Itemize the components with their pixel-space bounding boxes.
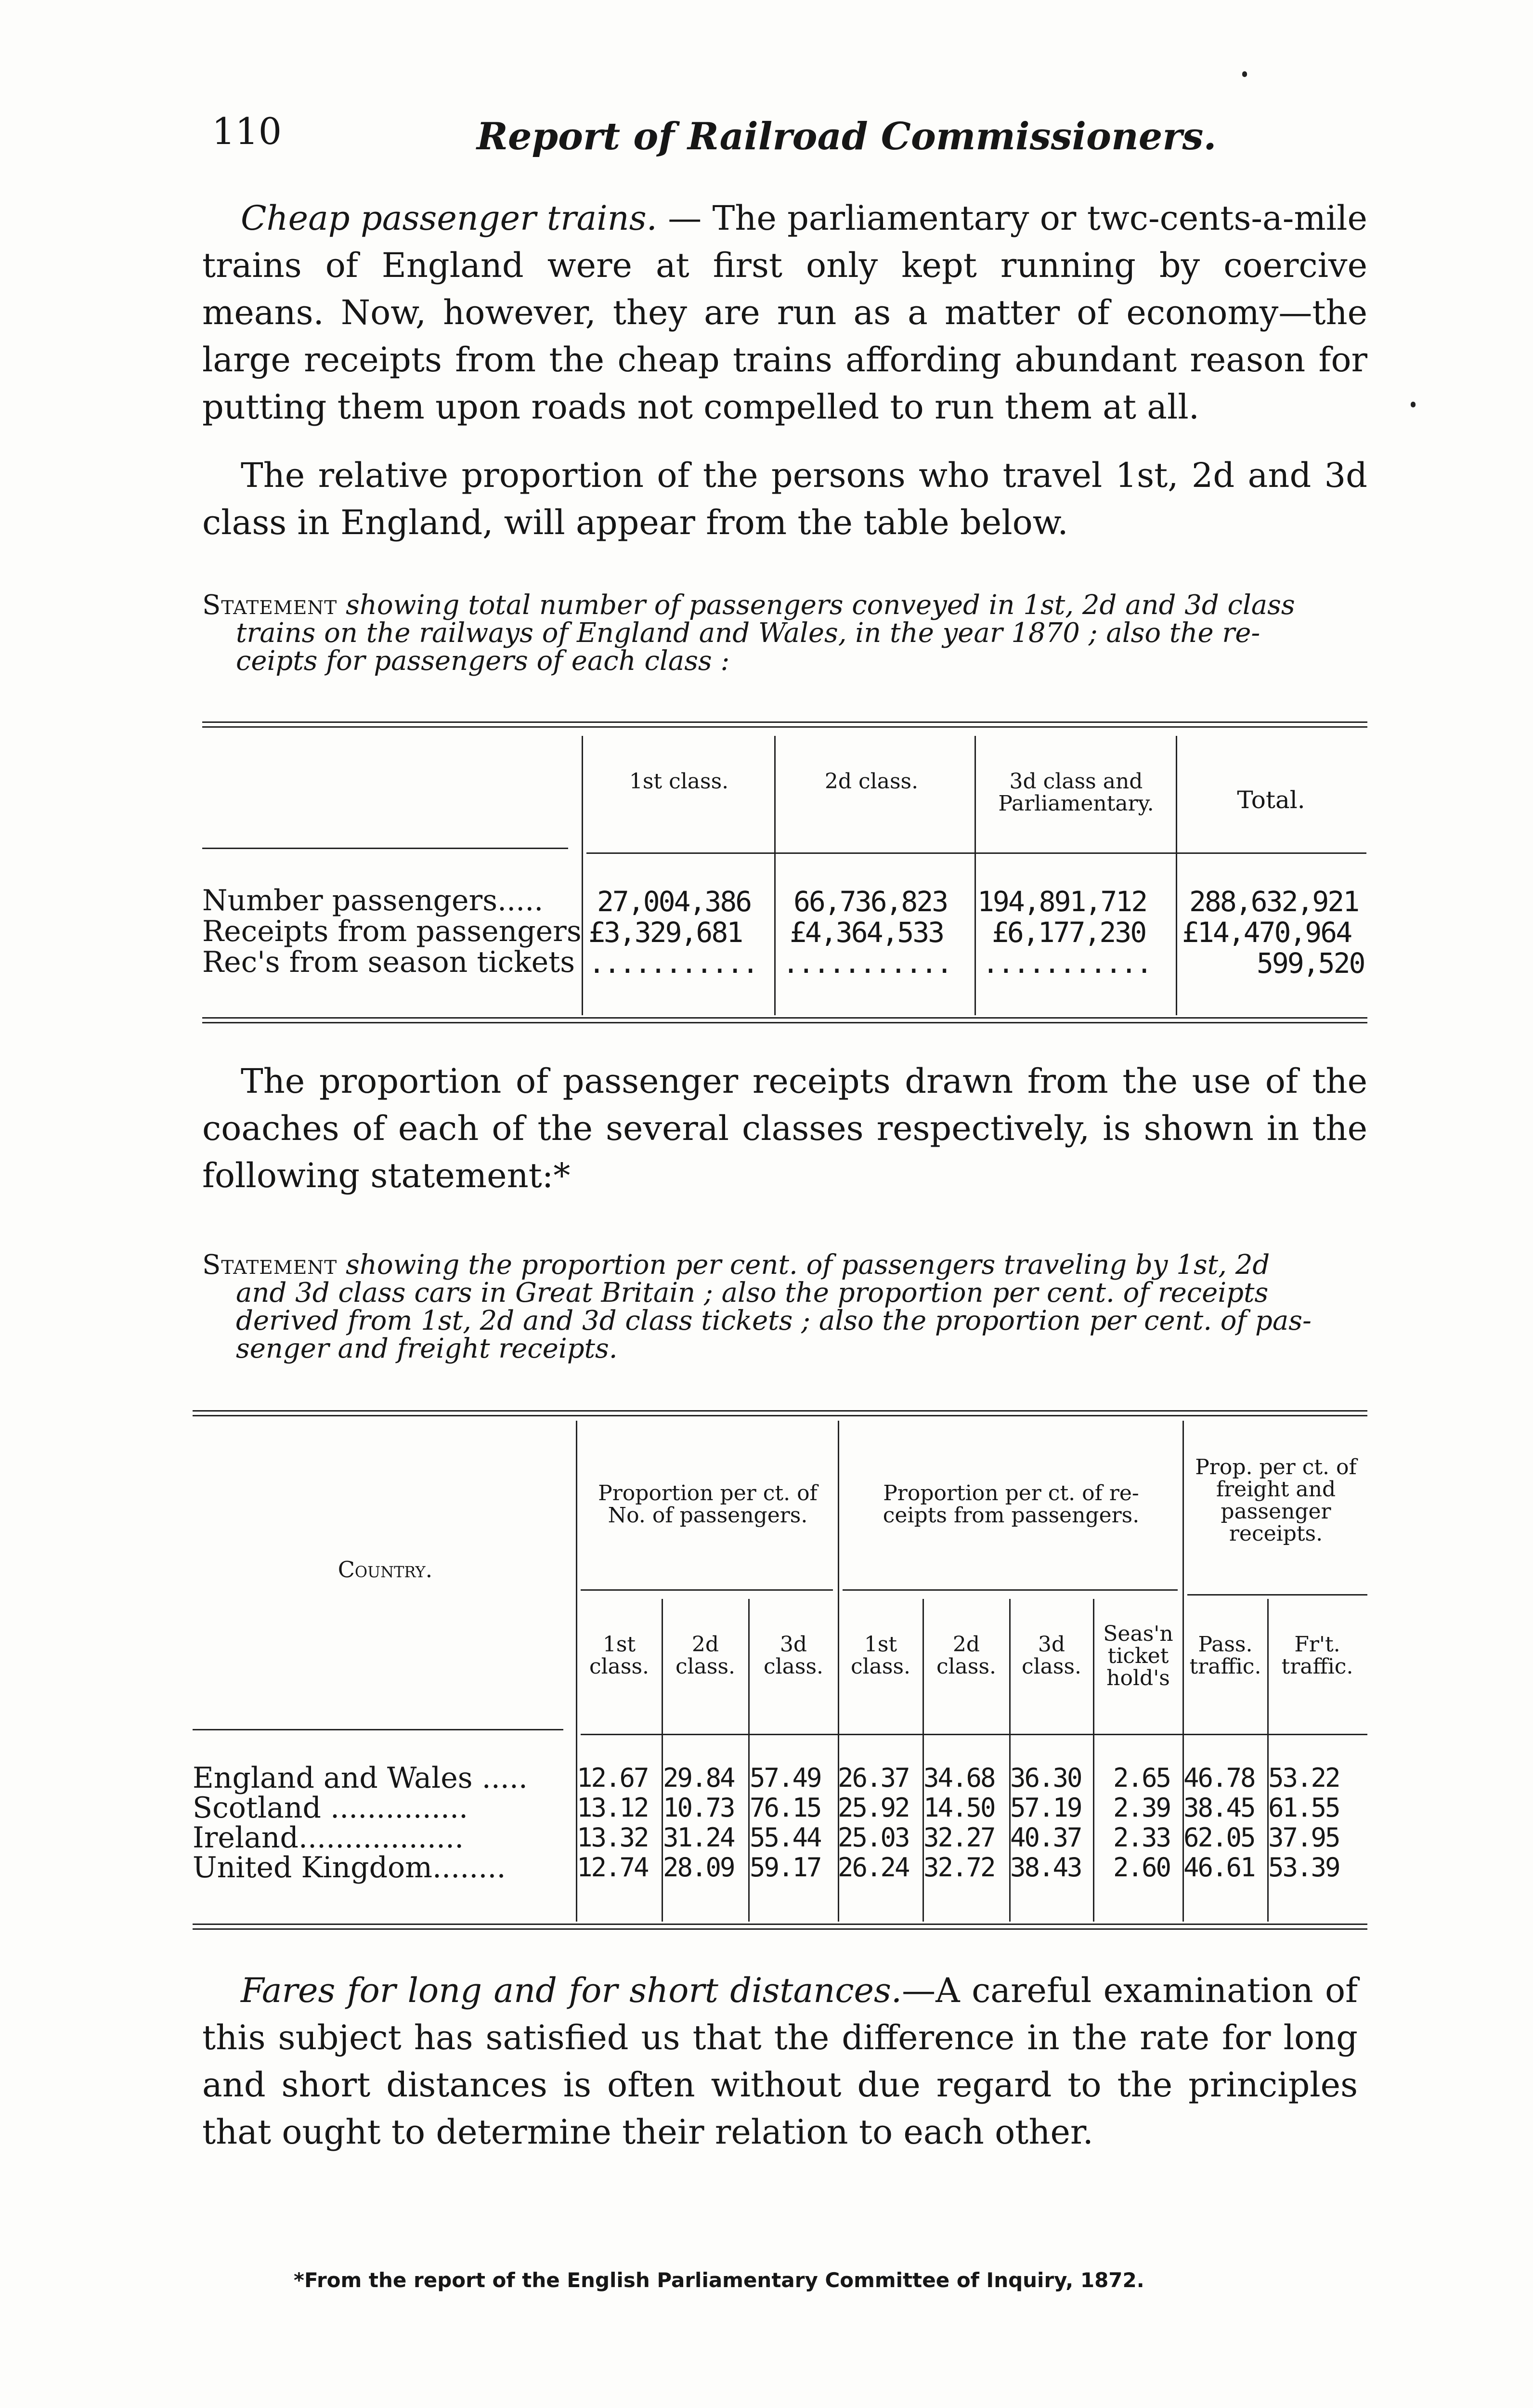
cell-value: ...........: [588, 947, 758, 980]
column-divider: [582, 736, 583, 1015]
cell-value: £4,364,533: [790, 916, 944, 949]
percent-value: 36.30: [1010, 1763, 1081, 1793]
sub-header: 3d class.: [1021, 1632, 1082, 1679]
sub-header: Fr't. traffic.: [1281, 1632, 1353, 1679]
table-rule: [193, 1410, 1367, 1412]
table-rule: [193, 1415, 1367, 1416]
header-total: Total.: [1237, 786, 1305, 814]
percent-value: 13.12: [577, 1793, 648, 1823]
column-divider: [1093, 1599, 1094, 1922]
percent-value: 26.24: [838, 1852, 909, 1883]
cell-value: 194,891,712: [977, 885, 1147, 918]
percent-value: 38.45: [1183, 1793, 1255, 1823]
percent-value: 53.39: [1268, 1852, 1339, 1883]
paragraph-cheap-trains: [202, 195, 1367, 431]
cell-value: ...........: [782, 947, 952, 980]
caption-line: and 3d class cars in Great Britain ; also the proportion per cent. of receipts: [236, 1277, 1269, 1309]
percent-value: 25.92: [838, 1793, 909, 1823]
group-underline: [581, 1589, 833, 1591]
paragraph-receipts-proportion: [202, 1058, 1367, 1199]
column-divider: [974, 736, 976, 1015]
percent-value: 34.68: [923, 1763, 995, 1793]
statement-caption-2: [202, 1251, 1367, 1363]
percent-value: 40.37: [1010, 1822, 1081, 1853]
sub-header: 1st class.: [850, 1632, 911, 1679]
percent-value: 2.65: [1113, 1763, 1170, 1793]
percent-value: 57.19: [1010, 1793, 1081, 1823]
table-rule: [202, 1022, 1367, 1023]
column-divider: [1176, 736, 1177, 1015]
group-header-freight: Prop. per ct. of freight and passenger receipts.: [1195, 1455, 1357, 1546]
table-rule: [202, 721, 1367, 723]
caption-line: senger and freight receipts.: [236, 1333, 618, 1364]
caption-line: showing total number of passengers conveyed in 1st, 2d and 3d class: [346, 589, 1295, 621]
margin-mark: [1411, 402, 1416, 407]
cell-value: £3,329,681: [588, 916, 742, 949]
cell-value: 288,632,921: [1189, 885, 1359, 918]
percent-value: 25.03: [838, 1822, 909, 1853]
country-header: Country.: [338, 1557, 433, 1583]
percent-value: 38.43: [1010, 1852, 1081, 1883]
row-label: Number passengers.....: [202, 884, 544, 917]
header-underline: [193, 1729, 563, 1730]
header-underline: [581, 1734, 1367, 1735]
margin-mark: [1242, 71, 1247, 77]
percent-value: 46.78: [1183, 1763, 1255, 1793]
percent-value: 32.27: [923, 1822, 995, 1853]
run-in-heading: Fares for long and for short distances.: [241, 1971, 902, 2010]
paragraph-text: The proportion of passenger receipts drawn from the use of the coaches of each of the several classes respectively, is shown in the following statement:*: [202, 1061, 1367, 1195]
caption-line: trains on the railways of England and Wales, in the year 1870 ; also the re-: [236, 617, 1260, 649]
caption-line: derived from 1st, 2d and 3d class tickets ; also the proportion per cent. of pas-: [236, 1305, 1312, 1336]
caption-line: ceipts for passengers of each class :: [236, 645, 730, 677]
percent-value: 12.74: [577, 1852, 648, 1883]
sub-header: Seas'n ticket hold's: [1103, 1622, 1173, 1690]
cell-value: £14,470,964: [1182, 916, 1351, 949]
table-rule: [202, 726, 1367, 728]
percent-value: 26.37: [838, 1763, 909, 1793]
percent-value: 59.17: [750, 1852, 821, 1883]
group-header-receipts: Proportion per ct. of re-ceipts from passengers.: [883, 1481, 1140, 1528]
percent-value: 2.39: [1113, 1793, 1170, 1823]
header-underline: [202, 848, 568, 849]
percent-value: 10.73: [663, 1793, 734, 1823]
header-1st-class: 1st class.: [629, 769, 729, 794]
country-label: Scotland ...............: [193, 1791, 468, 1825]
row-label: Rec's from season tickets: [202, 945, 575, 979]
statement-label: Statement: [202, 1249, 338, 1281]
paragraph-fares: [202, 1967, 1358, 2156]
percent-value: 37.95: [1268, 1822, 1339, 1853]
paragraph-text: — The parliamentary or twc-cents-a-mile trains of England were at first only kept running by coercive means. Now, however, they are run as a matter of economy—the large receipts from the cheap trains affording abundant reason for putting them upon roads not compelled to run them at all.: [202, 198, 1367, 427]
paragraph-text: —A careful examination of this subject has satisfied us that the difference in the rate for long and short distances is often without due regard to the principles that ought to determine their relation to each other.: [202, 1971, 1358, 2152]
percent-value: 46.61: [1183, 1852, 1255, 1883]
sub-header: 3d class.: [763, 1632, 824, 1679]
sub-header: 2d class.: [936, 1632, 997, 1679]
page-number: 110: [212, 110, 282, 153]
percent-value: 28.09: [663, 1852, 734, 1883]
statement-caption-1: [202, 591, 1367, 675]
group-underline: [843, 1589, 1178, 1591]
country-label: Ireland..................: [193, 1821, 464, 1855]
cell-value: 27,004,386: [597, 885, 751, 918]
percent-value: 62.05: [1183, 1822, 1255, 1853]
header-underline: [586, 852, 1366, 854]
table-rule: [202, 1017, 1367, 1019]
percent-value: 57.49: [750, 1763, 821, 1793]
paragraph-text: The relative proportion of the persons who travel 1st, 2d and 3d class in England, will appear from the table below.: [202, 456, 1367, 542]
percent-value: 13.32: [577, 1822, 648, 1853]
group-header-passengers: Proportion per ct. of No. of passengers.: [598, 1481, 818, 1528]
percent-value: 14.50: [923, 1793, 995, 1823]
run-in-heading: Cheap passenger trains.: [241, 198, 657, 238]
table-rule: [193, 1924, 1367, 1925]
header-3d-class: 3d class and Parliamentary.: [998, 769, 1154, 816]
table-rule: [193, 1928, 1367, 1930]
percent-value: 31.24: [663, 1822, 734, 1853]
country-label: United Kingdom........: [193, 1851, 506, 1885]
group-underline: [1187, 1594, 1367, 1596]
paragraph-relative-proportion: [202, 452, 1367, 546]
percent-value: 29.84: [663, 1763, 734, 1793]
running-title: Report of Railroad Commissioners.: [477, 115, 1217, 158]
percent-value: 53.22: [1268, 1763, 1339, 1793]
statement-label: Statement: [202, 589, 338, 621]
row-label: Receipts from passengers: [202, 915, 582, 948]
percent-value: 55.44: [750, 1822, 821, 1853]
percent-value: 2.33: [1113, 1822, 1170, 1853]
cell-value: ...........: [982, 947, 1152, 980]
caption-line: showing the proportion per cent. of passengers traveling by 1st, 2d: [346, 1249, 1270, 1281]
country-label: England and Wales .....: [193, 1761, 528, 1795]
percent-value: 2.60: [1113, 1852, 1170, 1883]
percent-value: 76.15: [750, 1793, 821, 1823]
cell-value: 599,520: [1257, 947, 1364, 980]
footnote: *From the report of the English Parliamentary Committee of Inquiry, 1872.: [294, 2268, 1144, 2292]
sub-header: 2d class.: [675, 1632, 736, 1679]
column-divider: [774, 736, 776, 1015]
cell-value: £6,177,230: [992, 916, 1146, 949]
percent-value: 32.72: [923, 1852, 995, 1883]
sub-header: 1st class.: [589, 1632, 650, 1679]
percent-value: 61.55: [1268, 1793, 1339, 1823]
percent-value: 12.67: [577, 1763, 648, 1793]
header-2d-class: 2d class.: [824, 769, 919, 794]
cell-value: 66,736,823: [793, 885, 948, 918]
sub-header: Pass. traffic.: [1189, 1632, 1261, 1679]
